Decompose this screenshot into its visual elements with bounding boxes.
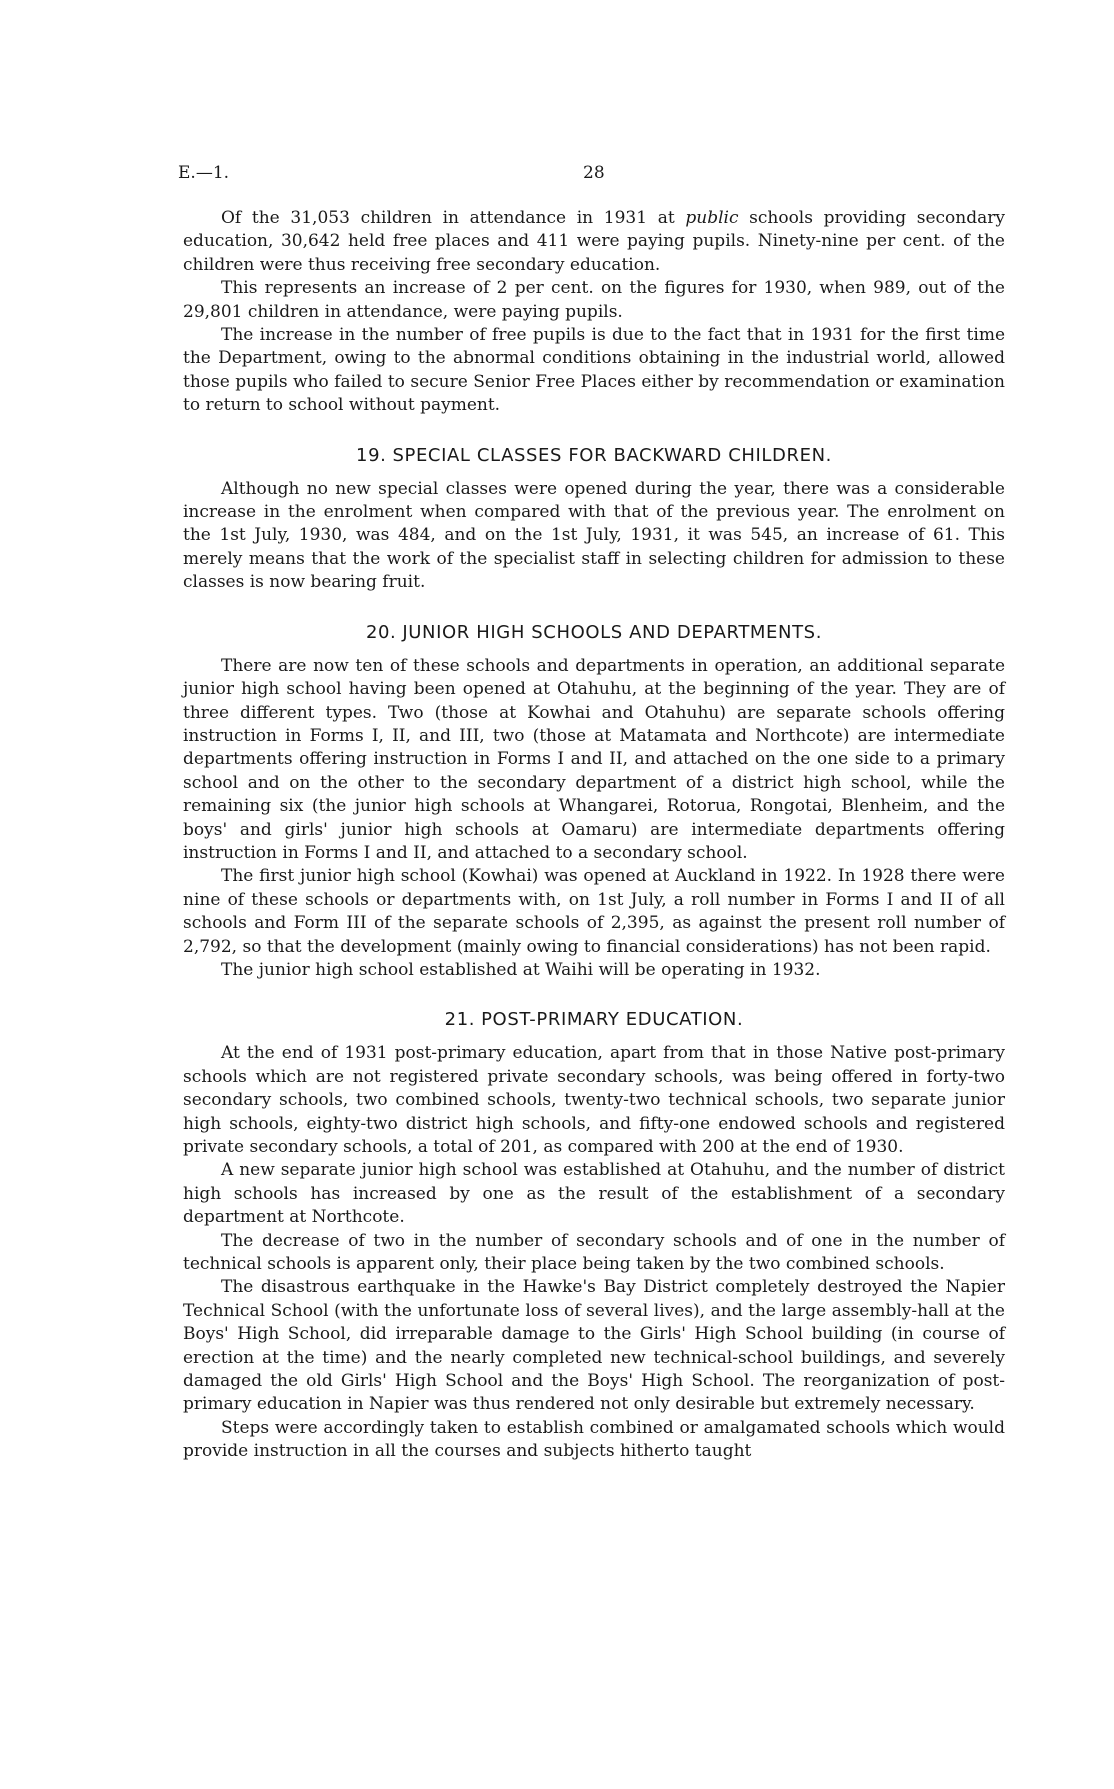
section-title: JUNIOR HIGH SCHOOLS AND DEPARTMENTS. bbox=[402, 621, 823, 643]
paragraph-text: Of the 31,053 children in attendance in 1931 at bbox=[221, 208, 686, 228]
section-title: SPECIAL CLASSES FOR BACKWARD CHILDREN. bbox=[392, 444, 832, 466]
paragraph: The decrease of two in the number of secondary schools and of one in the number of technical schools is apparent only, their place being taken by the two combined schools. bbox=[183, 1230, 1005, 1275]
paragraph bbox=[183, 207, 1005, 277]
paragraph: A new separate junior high school was established at Otahuhu, and the number of district high schools has increased by one as the result of the establishment of a secondary department at Northcote. bbox=[183, 1160, 1005, 1228]
paragraph-text: schools providing secondary education, 30,642 held free places and 411 were paying pupils. Ninety-nine per cent. of the children were thus receiving free secondary education. bbox=[183, 208, 1005, 275]
section-number: 21. bbox=[444, 1009, 476, 1031]
paragraph: This represents an increase of 2 per cent. on the figures for 1930, when 989, out of the 29,801 children in attendance, were paying pupils. bbox=[183, 278, 1005, 322]
paragraph: The disastrous earthquake in the Hawke's Bay District completely destroyed the Napier Technical School (with the unfortunate loss of several lives), and the large assembly-hall at the Boys' High School, did irreparable damage to the Girls' High School building (in course of erection at the time) and the nearly completed new technical-school buildings, and severely damaged the old Girls' High School and the Boys' High School. The reorganization of post-primary education in Napier was thus rendered not only desirable but extremely necessary. bbox=[183, 1277, 1005, 1415]
paragraph: At the end of 1931 post-primary education, apart from that in those Native post-primary schools which are not registered private secondary schools, was being offered in forty-two secondary schools, two combined schools, twenty-two technical schools, two separate junior high schools, eighty-two district high schools, and fifty-one endowed schools and registered private secondary schools, a total of 201, as compared with 200 at the end of 1930. bbox=[183, 1043, 1005, 1157]
paragraph: The increase in the number of free pupils is due to the fact that in 1931 for the first time the Department, owing to the abnormal conditions obtaining in the industrial world, allowed those pupils who failed to secure Senior Free Places either by recommendation or examination to return to school without payment. bbox=[183, 325, 1005, 416]
section-number: 19. bbox=[356, 444, 387, 466]
paragraph: Steps were accordingly taken to establish combined or amalgamated schools which would provide instruction in all the courses and subjects hitherto taught bbox=[183, 1417, 1005, 1462]
paragraph: The first junior high school (Kowhai) was opened at Auckland in 1922. In 1928 there were nine of these schools or departments with, on 1st July, a roll number in Forms I and II of all schools and Form III of the separate schools of 2,395, as against the present roll number of 2,792, so that the development (mainly owing to financial considerations) has not been rapid. bbox=[183, 866, 1005, 957]
page-body bbox=[183, 207, 1005, 1464]
section-number: 20. bbox=[365, 621, 397, 643]
section-heading-21 bbox=[183, 1008, 1005, 1032]
paragraph: The junior high school established at Waihi will be operating in 1932. bbox=[221, 959, 821, 980]
document-reference: E.—1. bbox=[178, 163, 230, 183]
paragraph: Although no new special classes were opened during the year, there was a considerable increase in the enrolment when compared with that of the previous year. The enrolment on the 1st July, 1930, was 484, and on the 1st July, 1931, it was 545, an increase of 61. This merely means that the work of the specialist staff in selecting children for admission to these classes is now bearing fruit. bbox=[183, 478, 1005, 593]
page-header bbox=[178, 163, 1008, 187]
section-title: POST-PRIMARY EDUCATION. bbox=[481, 1009, 744, 1031]
page-number: 28 bbox=[583, 163, 605, 183]
emphasis-text: public bbox=[685, 208, 739, 228]
section-heading-20 bbox=[183, 621, 1005, 645]
section-heading-19 bbox=[183, 444, 1005, 468]
paragraph: There are now ten of these schools and departments in operation, an additional separate junior high school having been opened at Otahuhu, at the beginning of the year. They are of three different types. Two (those at Kowhai and Otahuhu) are separate schools offering instruction in Forms I, II, and III, two (those at Matamata and Northcote) are intermediate departments offering instruction in Forms I and II, and attached on the one side to a primary school and on the other to the secondary department of a district high school, while the remaining six (the junior high schools at Whangarei, Rotorua, Rongotai, Blenheim, and the boys' and girls' junior high schools at Oamaru) are intermediate departments offering instruction in Forms I and II, and attached to a secondary school. bbox=[183, 655, 1005, 863]
